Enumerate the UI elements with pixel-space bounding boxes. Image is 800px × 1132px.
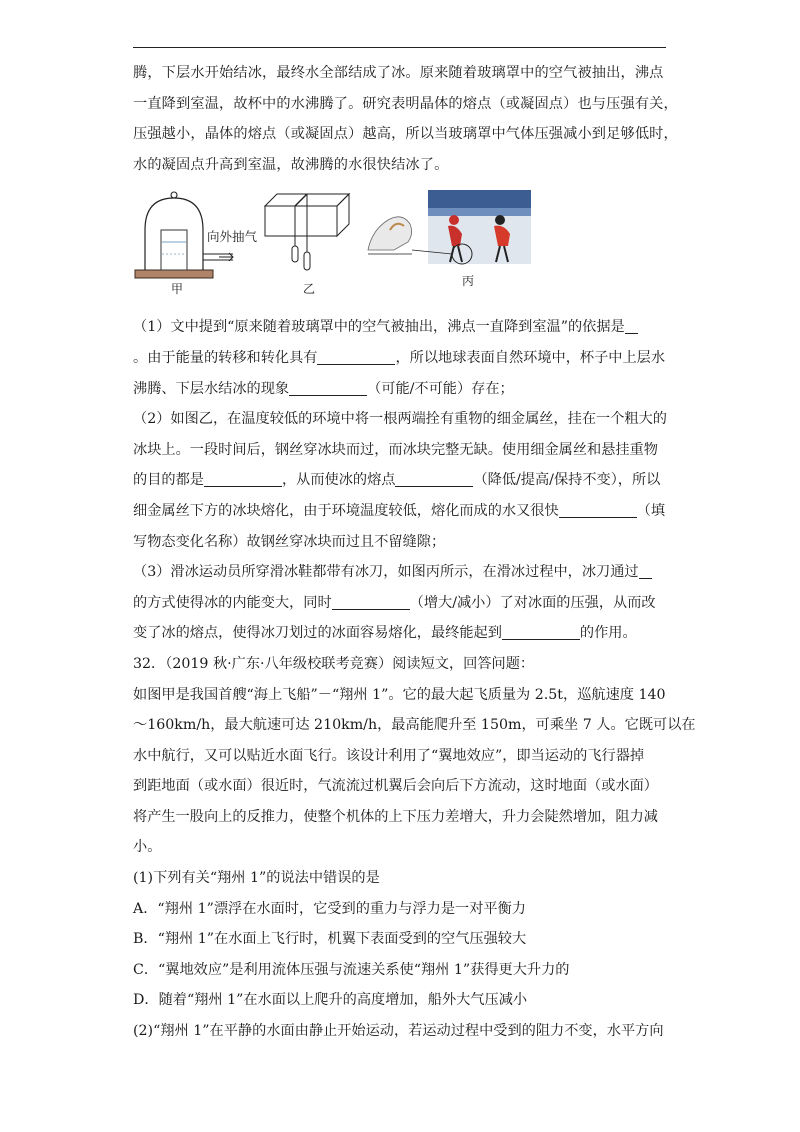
question-32 [133, 649, 696, 1047]
q32-options [133, 894, 673, 1016]
q32-passage-line: ～160km/h，最大航速可达 210km/h，最高能爬升至 150m，可乘坐 7 人。它既可以在 [133, 717, 696, 734]
text-segment: 沸腾、下层水结冰的现象 [133, 380, 290, 397]
document-body [133, 58, 696, 1047]
q32-passage-line: 水中航行，又可以贴近水面飞行。该设计利用了“翼地效应”，即当运动的飞行器掉 [133, 747, 645, 764]
q32-passage-line: 到距地面（或水面）很近时，气流流过机翼后会向后下方流动，这时地面（或水面） [133, 778, 658, 795]
q31-sub3-line1 [133, 557, 673, 588]
q32-header: 32．（2019 秋·广东·八年级校联考竞赛）阅读短文，回答问题： [133, 655, 535, 672]
text-segment: （填 [636, 502, 666, 519]
figure-bing-caption: 丙 [462, 274, 475, 289]
answer-blank[interactable] [395, 472, 473, 487]
text-segment: 的方式使得冰的内能变大，同时 [133, 594, 332, 611]
answer-blank[interactable] [502, 625, 580, 640]
text-segment: （3）滑冰运动员所穿滑冰鞋都带有冰刀，如图丙所示，在滑冰过程中，冰刀通过 [133, 564, 639, 581]
q32-sub2-stem: (2)“翔州 1”在平静的水面由静止开始运动，若运动过程中受到的阻力不变，水平方向 [133, 1023, 664, 1040]
answer-blank[interactable] [332, 595, 410, 610]
q32-sub1-stem: (1)下列有关“翔州 1”的说法中错误的是 [133, 870, 380, 887]
header-rule [133, 47, 666, 48]
q31-sub2-line2: 冰块上。一段时间后，钢丝穿冰块而过，而冰块完整无缺。使用细金属丝和悬挂重物 [133, 441, 658, 458]
answer-blank[interactable] [317, 350, 395, 365]
answer-blank[interactable] [559, 503, 637, 518]
text-segment: 。由于能量的转移和转化具有 [133, 349, 318, 366]
q31-sub2-line5: 写物态变化名称）故钢丝穿冰块而过且不留缝隙； [133, 533, 446, 550]
question-31 [133, 312, 673, 649]
q32-passage-line: 将产生一股向上的反推力，使整个机体的上下压力差增大，升力会陡然增加，阻力减 [133, 808, 658, 825]
q31-sub3-line3 [133, 618, 673, 649]
figure-jia-caption: 甲 [171, 282, 184, 297]
q31-sub2-line1: （2）如图乙，在温度较低的环境中将一根两端拴有重物的细金属丝，挂在一个粗大的 [133, 411, 667, 428]
q31-sub2-line3 [133, 465, 673, 496]
text-segment: ，从而使冰的熔点 [281, 472, 396, 489]
figure-row [133, 190, 673, 308]
pump-out-label: 向外抽气 [207, 229, 258, 245]
answer-blank[interactable] [289, 380, 367, 395]
q32-passage-line: 小。 [133, 839, 162, 856]
text-segment: （1）文中提到“原来随着玻璃罩中的空气被抽出，沸点一直降到室温”的依据是 [133, 319, 625, 336]
passage-line: 一直降到室温，故杯中的水沸腾了。研究表明晶体的熔点（或凝固点）也与压强有关， [133, 95, 678, 112]
q32-passage-line: 如图甲是我国首艘“海上飞船”－“翔州 1”。它的最大起飞质量为 2.5t，巡航速度 140 [133, 686, 666, 703]
text-segment: （增大/减小）了对冰面的压强，从而改 [409, 594, 656, 611]
option-a[interactable]: A．“翔州 1”漂浮在水面时，它受到的重力与浮力是一对平衡力 [133, 900, 526, 917]
q31-sub1-line3 [133, 374, 673, 405]
text-segment: 的作用。 [579, 625, 637, 642]
option-b[interactable]: B．“翔州 1”在水面上飞行时，机翼下表面受到的空气压强较大 [133, 931, 527, 948]
answer-blank[interactable] [204, 472, 282, 487]
answer-blank[interactable] [625, 319, 638, 334]
passage-line: 水的凝固点升高到室温，故沸腾的水很快结冰了。 [133, 156, 449, 173]
q31-sub1-line2 [133, 343, 673, 374]
figure-yi-ice-block [263, 192, 353, 297]
q31-sub2-line4 [133, 496, 673, 527]
option-c[interactable]: C．“翼地效应”是利用流体压强与流速关系使“翔州 1”获得更大升力的 [133, 961, 570, 978]
text-segment: ，所以地球表面自然环境中，杯子中上层水 [395, 349, 666, 366]
passage-line: 压强越小，晶体的熔点（或凝固点）越高，所以当玻璃罩中气体压强减小到足够低时， [133, 126, 678, 143]
text-segment: 的目的都是 [133, 472, 204, 489]
figure-jia-bell-jar [133, 190, 263, 297]
text-segment: （可能/不可能）存在； [367, 380, 514, 397]
answer-blank[interactable] [639, 564, 652, 579]
passage-line: 腾，下层水开始结冰，最终水全部结成了冰。原来随着玻璃罩中的空气被抽出，沸点 [133, 65, 664, 81]
passage-top [133, 58, 678, 180]
text-segment: 变了冰的熔点，使得冰刀划过的冰面容易熔化，最终能起到 [133, 625, 502, 642]
q31-sub1-line1 [133, 312, 673, 343]
q31-sub3-line2 [133, 588, 673, 619]
option-d[interactable]: D．随着“翔州 1”在水面以上爬升的高度增加，船外大气压减小 [133, 992, 528, 1009]
text-segment: 细金属丝下方的冰块熔化，由于环境温度较低，熔化而成的水又很快 [133, 502, 559, 519]
figure-bing-skating [366, 190, 531, 289]
figure-yi-caption: 乙 [303, 282, 316, 297]
text-segment: （降低/提高/保持不变），所以 [473, 472, 661, 489]
